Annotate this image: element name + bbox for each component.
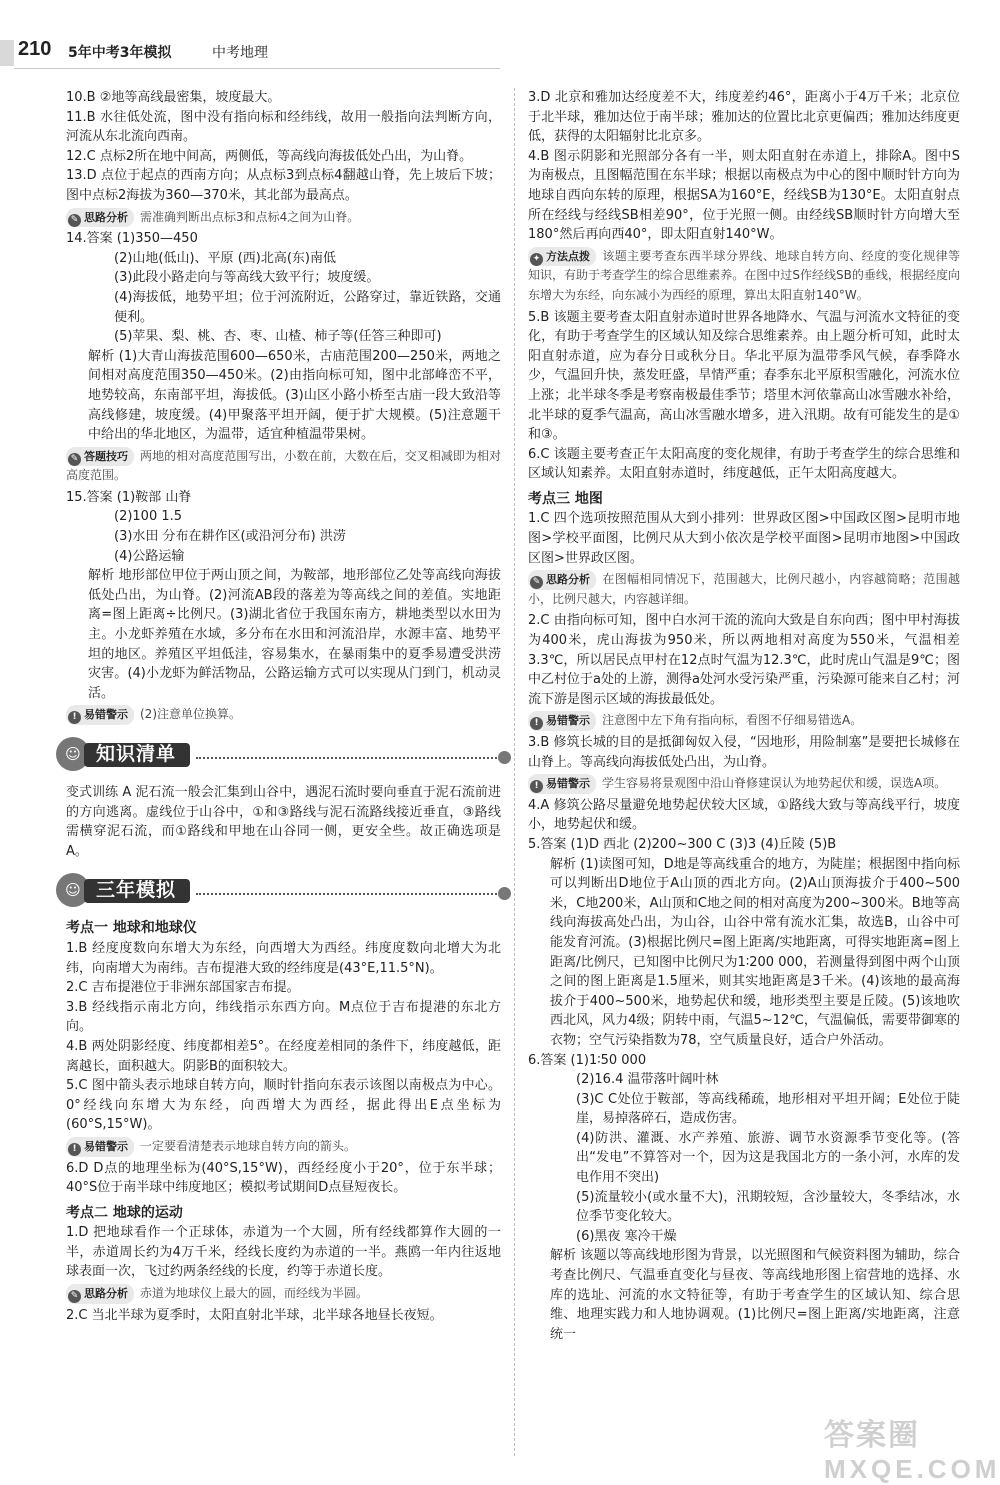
warning-icon: ! (530, 717, 543, 730)
answer-c2: 2.C 当北半球为夏季时，太阳直射北半球，北半球各地昼长夜短。 (66, 1307, 443, 1323)
section-banner-knowledge (56, 735, 501, 775)
topic-heading: 考点三 地图 (528, 490, 603, 507)
left-column (66, 88, 501, 1325)
answer-d6-4: (4)防洪、灌溉、水产养殖、旅游、调节水资源季节变化等。(答出“发电”不算答对一个，因为这是我国北方的一条小河，水库的发电作用不突出) (576, 1130, 960, 1186)
topic-heading: 考点二 地球的运动 (66, 1204, 183, 1221)
section-title: 三年模拟 (84, 879, 190, 903)
answer-d5: 5.答案 (1)D 西北 (2)200~300 C (3)3 (4)丘陵 (5)B (528, 836, 837, 852)
tip-box: ✎ 思路分析 在图幅相同情况下，范围越大，比例尺越小，内容越简略；范围越小，比例尺越大，内容越详细。 (528, 572, 960, 606)
answer-15-4: (4)公路运输 (114, 548, 185, 564)
answer-c3: 3.D 北京和雅加达经度差不大，纬度差约46°，距离小于4万千米；北京位于北半球，雅加达位于南半球；雅加达的位置比北京更偏西；雅加达纬度更低，获得的太阳辐射比北京多。 (528, 90, 960, 145)
answer-13: 13.D 点位于起点的西南方向；从点标3到点标4翻越山脊，先上坡后下坡；图中点标2海拔为360—370米，其北部为最高点。 (66, 168, 501, 203)
warning-icon: ! (68, 711, 81, 724)
key-icon: ✦ (530, 253, 543, 266)
tip-badge: ✎ 思路分析 (528, 570, 596, 590)
tip-box: ! 易错警示 一定要看清楚表示地球自转方向的箭头。 (66, 1137, 501, 1157)
answer-d1: 1.C 四个选项按照范围从大到小排列：世界政区图>中国政区图>昆明市地图>学校平面图，比例尺从大到小依次是学校平面图>昆明市地图>中国政区图>世界政区图。 (528, 511, 960, 566)
section-title: 知识清单 (84, 743, 190, 767)
tip-badge: ✎ 思路分析 (66, 208, 134, 228)
lightbulb-icon: ✎ (68, 1290, 81, 1303)
mascot-icon: ☺ (56, 873, 90, 907)
book-title: 5年中考3年模拟 (68, 45, 172, 61)
answer-d6-5: (5)流量较小(或水量不大)，汛期较短，含沙量较大，冬季结冰，水位季节变化较大。 (576, 1189, 960, 1225)
answer-b4: 4.B 两处阴影经度、纬度都相差5°。在经度差相同的条件下，纬度越低，距离越长，面积越大。阴影B的面积较大。 (66, 1038, 501, 1074)
answer-15-2: (2)100 1.5 (114, 509, 183, 525)
answer-11: 11.B 水往低处流，图中没有指向标和经纬线，故用一般指向法判断方向，河流从东北流向西南。 (66, 109, 501, 145)
answer-b3: 3.B 经线指示南北方向，纬线指示东西方向。M点位于吉布提港的东北方向。 (66, 999, 501, 1035)
answer-15-analysis: 解析 地形部位甲位于两山顶之间，为鞍部，地形部位乙处等高线向海拔低处凸出，为山脊。(2)河流AB段的落差为等高线之间的差值。实地距离=图上距离÷比例尺。(3)湖北省位于我国东南方，耕地类型以水田为主。小龙虾养殖在水域，多分布在水田和河流沿岸，水源丰富、地势平坦的地区。养殖区平坦低洼，容易集水，在暴雨集中的夏季易遭受洪涝灾害。(4)小龙虾为鲜活物品，公路运输方式可以实现从门到门，机动灵活。 (88, 568, 501, 701)
topic-heading: 考点一 地球和地球仪 (66, 920, 197, 937)
tip-box: ! 易错警示 注意图中左下角有指向标，看图不仔细易错选A。 (528, 711, 960, 731)
answer-b5: 5.C 图中箭头表示地球自转方向，顺时针指向东表示该图以南极点为中心。0°经线向东增大为东经，向西增大为西经，据此得出E点坐标为(60°S,15°W)。 (66, 1078, 501, 1133)
answer-14-2: (2)山地(低山)、平原 (西)北高(东)南低 (114, 250, 336, 266)
answer-14-5: (5)苹果、梨、桃、杏、枣、山楂、柿子等(任答三种即可) (114, 329, 442, 345)
answer-c6: 6.C 该题主要考查正午太阳高度的变化规律，有助于考查学生的综合思维和区域认知素养。太阳直射赤道时，纬度越低，正午太阳高度越大。 (528, 446, 960, 482)
section-banner-three-year (56, 871, 501, 911)
tip-badge: ✎ 答题技巧 (66, 447, 134, 467)
header-rule (14, 68, 500, 69)
variant-training: 变式训练 A 泥石流一般会汇集到山谷中，遇泥石流时要向垂直于泥石流前进的方向逃离。虚线位于山谷中，①和③路线与泥石流路线接近垂直，③路线需横穿泥石流，而①路线和甲地在山谷同一侧，更安全些。故正确选项是A。 (66, 785, 501, 859)
answer-b6: 6.D D点的地理坐标为(40°S,15°W)，西经经度小于20°，位于东半球；40°S位于南半球中纬度地区；模拟考试期间D点昼短夜长。 (66, 1160, 501, 1196)
answer-10: 10.B ②地等高线最密集，坡度最大。 (66, 90, 281, 105)
watermark-line1: 答案圈 (824, 1419, 920, 1452)
mascot-icon: ☺ (56, 737, 90, 771)
answer-c5: 5.B 该题主要考查太阳直射赤道时世界各地降水、气温与河流水文特征的变化，有助于考查学生的区域认知及综合思维素养。由上题分析可知，此时太阳直射赤道，应为春分日或秋分日。华北平原为温带季风气候，春季降水少，气温回升快，蒸发旺盛，旱情严重；春季东北平原积雪融化，河流水位上涨；北半球冬季是考察南极最佳季节；塔里木河依靠高山冰雪融水补给，北半球的夏季气温高，高山冰雪融水增多，进入汛期。故有可能发生的是①和③。 (528, 309, 960, 443)
answer-d6-6: (6)黑夜 寒冷干燥 (576, 1228, 677, 1244)
answer-14-4: (4)海拔低，地势平坦；位于河流附近，公路穿过，靠近铁路，交通便利。 (114, 289, 501, 325)
answer-15-3: (3)水田 分布在耕作区(或沿河分布) 洪涝 (114, 529, 346, 545)
watermark (824, 1410, 1000, 1484)
tip-box: ✎ 答题技巧 两地的相对高度范围写出，小数在前，大数在后，交叉相减即为相对高度范围。 (66, 448, 501, 483)
answer-d5-analysis: 解析 (1)读图可知，D地是等高线重合的地方，为陡崖；根据图中指向标可以判断出D地位于A山顶的西北方向。(2)A山顶海拔介于400~500米，C地200米，A山顶和C地之间的相对高度为200~300米。B地等高线向海拔高处凸出，为山谷，山谷中常有流水汇集，故选B，山谷中可能发育河流。(3)根据比例尺=图上距离/实地距离，可得实地距离=图上距离/比例尺，已知图中比例尺为1∶200 000，若测量得到图中两个山顶之间的图上距离是1.5厘米，则其实地距离是3千米。(4)该地的最高海拔介于400~500米，地势起伏和缓，地形类型主要是丘陵。(5)该地吹西北风，风力4级；阴转中雨，气温5~12℃，气温偏低，需要带御寒的衣物；空气污染指数为78，空气质量良好，适合户外活动。 (550, 856, 960, 1048)
answer-14: 14.答案 (1)350—450 (66, 231, 198, 247)
answer-15: 15.答案 (1)鞍部 山脊 (66, 489, 192, 505)
tip-box: ✦ 方法点拨 该题主要考查东西半球分界线、地球自转方向、经度的变化规律等知识，有助于考查学生的综合思维素养。在图中过S作经线SB的垂线，根据经度向东增大为东经，向东减小为西经的原理，算出太阳直射140°W。 (528, 248, 960, 302)
watermark-line2: MXQE.COM (824, 1454, 1000, 1484)
answer-d4: 4.A 修筑公路尽量避免地势起伏较大区域，①路线大致与等高线平行，坡度小，地势起伏和缓。 (528, 797, 960, 833)
warning-icon: ! (530, 780, 543, 793)
warning-icon: ! (68, 1143, 81, 1156)
answer-b1: 1.B 经度度数向东增大为东经，向西增大为西经。纬度度数向北增大为北纬，向南增大为南纬。吉布提港大致的经纬度是(43°E,11.5°N)。 (66, 940, 501, 976)
answer-d6-analysis: 解析 该题以等高线地形图为背景，以光照图和气候资料图为辅助，综合考查比例尺、气温垂直变化与昼夜、等高线地形图上宿营地的选择、水库的选址、河流的水文特征等，有助于考查学生的区域认知、综合思维、地理实践力和人地协调观。(1)比例尺=图上距离/实地距离，注意统一 (550, 1248, 960, 1342)
tip-box: ! 易错警示 (2)注意单位换算。 (66, 705, 501, 725)
column-divider (514, 88, 515, 1456)
right-column (528, 88, 960, 1344)
tip-box: ✎ 思路分析 赤道为地球仪上最大的圆，而经线为半圆。 (66, 1284, 501, 1304)
tip-box: ✎ 思路分析 需准确判断出点标3和点标4之间为山脊。 (66, 208, 501, 228)
lightbulb-icon: ✎ (68, 453, 81, 466)
answer-c1: 1.D 把地球看作一个正球体，赤道为一个大圆，所有经线都算作大圆的一半，赤道周长约为4万千米，经线长度约为赤道的一半。燕鸥一年内往返地球表面一次，飞过约两条经线的长度，约等于赤道长度。 (66, 1225, 501, 1280)
page-header (0, 0, 1000, 72)
tip-badge: ! 易错警示 (528, 774, 596, 794)
dot-end-icon (498, 751, 511, 764)
answer-d6: 6.答案 (1)1∶50 000 (528, 1052, 647, 1068)
answer-d6-2: (2)16.4 温带落叶阔叶林 (576, 1072, 719, 1088)
header-band (0, 40, 14, 66)
answer-14-3: (3)此段小路走向与等高线大致平行；坡度缓。 (114, 270, 380, 286)
lightbulb-icon: ✎ (68, 214, 81, 227)
answer-b2: 2.C 吉布提港位于非洲东部国家吉布提。 (66, 980, 300, 996)
answer-d2: 2.C 由指向标可知，图中白水河干流的流向大致是自东向西；图中甲村海拔为400米，虎山海拔为950米，所以两地相对高度为550米，气温相差3.3℃，所以居民点甲村在12点时气温为12.3℃，此时虎山气温是9℃；图中乙村位于a处的上游，测得a处河水受污染严重，污染源可能来自乙村；河流下游是图示区域的海拔最低处。 (528, 613, 960, 707)
tip-badge: ✦ 方法点拨 (528, 247, 596, 267)
answer-12: 12.C 点标2所在地中间高，两侧低，等高线向海拔低处凸出，为山脊。 (66, 148, 473, 164)
page-number: 210 (18, 38, 52, 60)
tip-box: ! 易错警示 学生容易将景观图中沿山脊修建误认为地势起伏和缓，误选A项。 (528, 774, 960, 794)
answer-14-analysis: 解析 (1)大青山海拔范围600—650米，古庙范围200—250米，两地之间相对高度范围350—450米。(2)由指向标可知，图中北部峰峦不平，地势较高，东南部平坦，海拔低。(3)山区小路小桥至古庙一段大致沿等高线修建，坡度缓。(4)甲聚落平坦开阔，便于扩大规模。(5)注意题干中给出的华北地区，为温带，适宜种植温带果树。 (88, 348, 501, 443)
tip-badge: ! 易错警示 (66, 705, 134, 725)
subject-title: 中考地理 (212, 45, 268, 61)
answer-c4: 4.B 图示阴影和光照部分各有一半，则太阳直射在赤道上，排除A。图中S为南极点，且图幅范围在东半球；根据以南极点为中心的图中顺时针方向为地球自西向东转的原理，根据SA为160°E，经线SB为130°E。太阳直射点所在经线与经线SB相差90°，位于光照一侧。由经线SB顺时针方向增大至180°然后再向西40°，即太阳直射140°W。 (528, 148, 960, 243)
dotted-rule (196, 893, 505, 895)
tip-badge: ✎ 思路分析 (66, 1284, 134, 1304)
answer-d6-3: (3)C C处位于鞍部，等高线稀疏，地形相对平坦开阔；E处位于陡崖，易掉落碎石，造成伤害。 (576, 1091, 960, 1127)
lightbulb-icon: ✎ (530, 576, 543, 589)
tip-badge: ! 易错警示 (66, 1137, 134, 1157)
dot-end-icon (498, 887, 511, 900)
dotted-rule (196, 757, 505, 759)
answer-d3: 3.B 修筑长城的目的是抵御匈奴入侵，“因地形，用险制塞”是要把长城修在山脊上。等高线向海拔低处凸出，为山脊。 (528, 735, 960, 770)
tip-badge: ! 易错警示 (528, 711, 596, 731)
